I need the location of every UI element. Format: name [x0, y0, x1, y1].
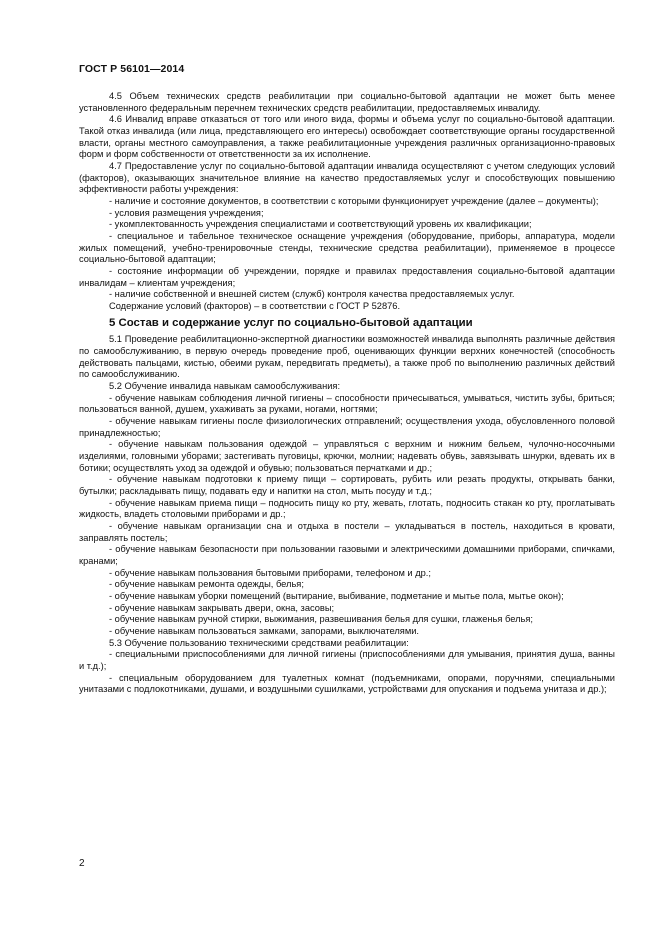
paragraph-conditions-note: Содержание условий (факторов) – в соответствии с ГОСТ Р 52876. [109, 300, 401, 311]
list-item: - состояние информации об учреждении, порядке и правилах предоставления социально-бытовой адаптации инвалидам – клиентам учреждения; [79, 265, 615, 288]
section-5-title: 5 Состав и содержание услуг по социально-бытовой адаптации [109, 317, 473, 330]
list-item: - обучение навыкам уборки помещений (вытирание, выбивание, подметание и мытье пола, мытье окон); [109, 590, 564, 601]
list-item: - наличие собственной и внешней систем (служб) контроля качества предоставляемых услуг. [109, 289, 515, 300]
list-item: - обучение навыкам пользоваться замками, запорами, выключателями. [109, 625, 420, 636]
document-body [79, 91, 615, 696]
page-number: 2 [79, 858, 85, 869]
list-item: - обучение навыкам соблюдения личной гигиены – способности причесываться, умываться, чистить зубы, бриться; пользоваться ванной, душем, ухаживать за руками, ногами, ногтями; [79, 392, 615, 415]
list-item: - обучение навыкам пользования одеждой – управляться с верхним и нижним бельем, чулочно-носочными изделиями, головными уборами; застегивать пуговицы, крючки, молнии; надевать обувь, завязывать шнурки, вдевать их в ботики; осуществлять уход за одеждой и обувью; пользоваться перчатками и др.; [79, 439, 615, 473]
list-item: - обучение навыкам ремонта одежды, белья; [109, 579, 304, 590]
paragraph-4-5: 4.5 Объем технических средств реабилитации при социально-бытовой адаптации не может быть менее установленного федеральным перечнем технических средств реабилитации, предоставляемых инвалиду. [79, 91, 615, 113]
list-item: - обучение навыкам подготовки к приему пищи – сортировать, рубить или резать продукты, открывать банки, бутылки; раскладывать пищу, подавать еду и напитки на стол, мыть посуду и т.д.; [79, 474, 615, 496]
paragraph-4-7: 4.7 Предоставление услуг по социально-бытовой адаптации инвалида осуществляют с учетом следующих условий (факторов), оказывающих значительное влияние на качество предоставляемых услуг и способствующих повышению эффективности работы учреждения: [79, 160, 615, 195]
list-item: - специальными приспособлениями для личной гигиены (приспособлениями для умывания, принятия душа, ванны и т.д.); [79, 649, 615, 671]
paragraph-5-1: 5.1 Проведение реабилитационно-экспертной диагностики возможностей инвалида выполнять различные действия по самообслуживанию, в первую очередь проведение проб, оценивающих функции верхних конечностей (способность действовать пальцами, кистью, обеими рукам, передвигать предметы), а также проб по выполнению различных действий по самообслуживанию. [79, 334, 615, 380]
list-item: - обучение навыкам закрывать двери, окна, засовы; [109, 602, 335, 613]
list-item: - обучение навыкам ручной стирки, выжимания, развешивания белья для сушки, глаженья белья; [109, 614, 533, 625]
list-item: - условия размещения учреждения; [109, 207, 264, 218]
list-item: - обучение навыкам безопасности при пользовании газовыми и электрическими домашними приборами, спичками, кранами; [79, 544, 615, 566]
paragraph-5-2: 5.2 Обучение инвалида навыкам самообслуживания: [109, 381, 341, 392]
list-item: - укомплектованность учреждения специалистами и соответствующий уровень их квалификации; [109, 219, 532, 230]
paragraph-5-3: 5.3 Обучение пользованию техническими средствами реабилитации: [109, 637, 409, 648]
list-item: - обучение навыкам гигиены после физиологических отправлений; осуществления ухода, обусловленного половой принадлежностью; [79, 416, 615, 438]
document-header: ГОСТ Р 56101—2014 [79, 63, 185, 75]
list-item: - обучение навыкам организации сна и отдыха в постели – укладываться в постель, находиться в кровати, заправлять постель; [79, 520, 615, 543]
list-item: - специальным оборудованием для туалетных комнат (подъемниками, опорами, поручнями, специальными унитазами с подлокотниками, душами, и воздушными сушилками, устройствами для опускания и подъема унитаза и др.); [79, 672, 615, 695]
paragraph-4-6: 4.6 Инвалид вправе отказаться от того или иного вида, формы и объема услуг по социально-бытовой адаптации. Такой отказ инвалида (или лица, представляющего его интересы) освобождает соответствующие органы государственной власти, органы местного самоуправления, а также реабилитационные учреждения различных организационно-правовых форм и форм собственности от ответственности за их исполнение. [79, 114, 615, 160]
list-item: - обучение навыкам приема пищи – подносить пищу ко рту, жевать, глотать, подносить стакан ко рту, проглатывать жидкость, владеть столовыми приборами и др.; [79, 497, 615, 520]
list-item: - наличие и состояние документов, в соответствии с которыми функционирует учреждение (далее – документы); [109, 195, 599, 206]
list-item: - обучение навыкам пользования бытовыми приборами, телефоном и др.; [109, 567, 431, 578]
list-item: - специальное и табельное техническое оснащение учреждения (оборудование, приборы, аппаратура, модели жилых помещений, учебно-тренировочные стенды, технические средства реабилитации), применяемое в процессе социально-бытовой адаптации; [79, 230, 615, 265]
